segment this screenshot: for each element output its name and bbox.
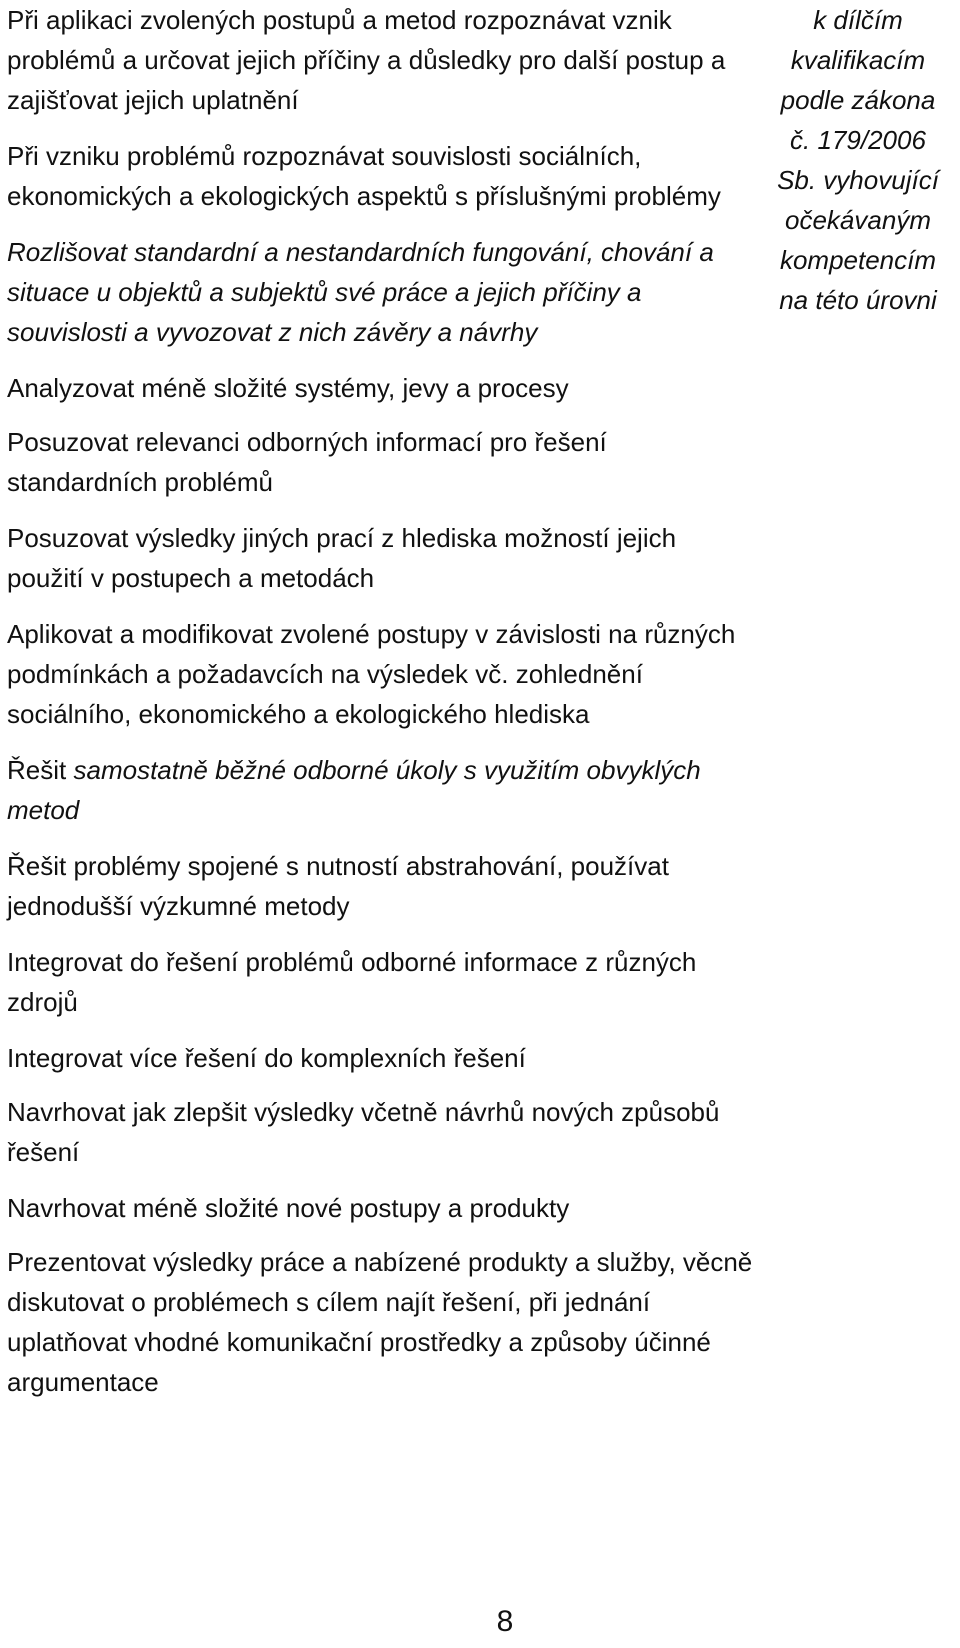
competency-item: Řešit problémy spojené s nutností abstrahování, používat jednodušší výzkumné metody	[7, 851, 669, 921]
side-note-line: na této úrovni	[779, 285, 937, 315]
competency-item: Integrovat více řešení do komplexních řešení	[7, 1043, 526, 1073]
competency-item: Navrhovat jak zlepšit výsledky včetně návrhů nových způsobů řešení	[7, 1097, 720, 1167]
competency-item: Prezentovat výsledky práce a nabízené produkty a služby, věcně diskutovat o problémech s cílem najít řešení, při jednání uplatňovat vhodné komunikační prostředky a způsoby účinné argumentace	[7, 1247, 753, 1397]
side-note-line: kompetencím	[779, 245, 937, 275]
competency-list	[7, 0, 759, 1418]
competency-item: Integrovat do řešení problémů odborné informace z různých zdrojů	[7, 947, 697, 1017]
side-note-line: k dílčím	[813, 5, 903, 35]
competency-item: Navrhovat méně složité nové postupy a produkty	[7, 1193, 570, 1223]
competency-item: Analyzovat méně složité systémy, jevy a procesy	[7, 373, 569, 403]
competency-item-emphasis: samostatně běžné odborné úkoly s využitím obvyklých metod	[7, 755, 701, 825]
competency-item-lead: Řešit	[7, 755, 67, 785]
competency-item: Při vzniku problémů rozpoznávat souvislosti sociálních, ekonomických a ekologických aspektů s příslušnými problémy	[7, 141, 721, 211]
competency-item: Posuzovat výsledky jiných prací z hlediska možností jejich použití v postupech a metodách	[7, 523, 677, 593]
side-note-line: podle zákona	[780, 85, 936, 115]
side-note-line: kvalifikacím	[790, 45, 926, 75]
competency-item: Rozlišovat standardní a nestandardních fungování, chování a situace u objektů a subjektů své práce a jejich příčiny a souvislosti a vyvozovat z nich závěry a návrhy	[7, 237, 714, 347]
side-note	[760, 0, 956, 320]
competency-item: Aplikovat a modifikovat zvolené postupy v závislosti na různých podmínkách a požadavcích na výsledek vč. zohlednění sociálního, ekonomického a ekologického hlediska	[7, 619, 736, 729]
competency-item	[7, 750, 759, 830]
page-number: 8	[496, 1605, 514, 1638]
competency-item: Posuzovat relevanci odborných informací pro řešení standardních problémů	[7, 427, 607, 497]
competency-item: Při aplikaci zvolených postupů a metod rozpoznávat vznik problémů a určovat jejich příčiny a důsledky pro další postup a zajišťovat jejich uplatnění	[7, 5, 726, 115]
side-note-line: č. 179/2006	[790, 125, 926, 155]
side-note-line: Sb. vyhovující	[777, 165, 939, 195]
side-note-line: očekávaným	[785, 205, 931, 235]
